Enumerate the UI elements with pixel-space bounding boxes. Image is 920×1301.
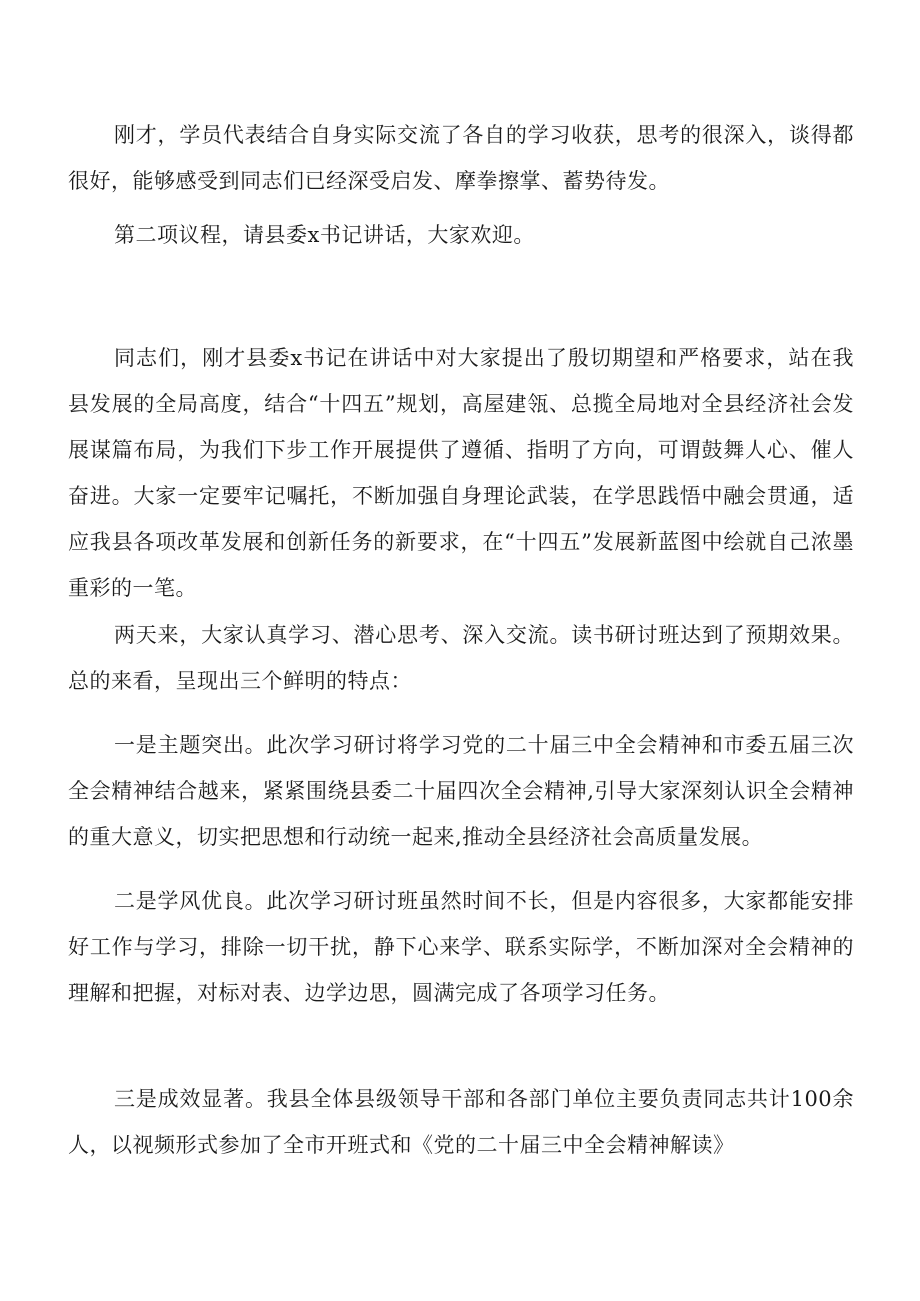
paragraph-feature-two: 二是学风优良。此次学习研讨班虽然时间不长，但是内容很多，大家都能安排好工作与学习，排除一切干扰，静下心来学、联系实际学，不断加深对全会精神的理解和把握，对标对表、边学边思，圆满完成了各项学习任务。 bbox=[68, 889, 854, 1005]
paragraph-feature-three: 三是成效显著。我县全体县级领导干部和各部门单位主要负责同志共计100余人，以视频形式参加了全市开班式和《党的二十届三中全会精神解读》 bbox=[68, 1087, 854, 1157]
paragraph-two-days-overview: 两天来，大家认真学习、潜心思考、深入交流。读书研讨班达到了预期效果。总的来看，呈现出三个鲜明的特点： bbox=[68, 623, 854, 693]
paragraph-study-reflections: 刚才，学员代表结合自身实际交流了各自的学习收获，思考的很深入，谈得都很好，能够感受到同志们已经深受启发、摩拳擦掌、蓄势待发。 bbox=[68, 123, 854, 193]
paragraph-secretary-speech-summary: 同志们，刚才县委x书记在讲话中对大家提出了殷切期望和严格要求，站在我县发展的全局高度，结合“十四五”规划，高屋建瓴、总揽全局地对全县经济社会发展谋篇布局，为我们下步工作开展提供了遵循、指明了方向，可谓鼓舞人心、催人奋进。大家一定要牢记嘱托，不断加强自身理论武装，在学思践悟中融会贯通，适应我县各项改革发展和创新任务的新要求，在“十四五”发展新蓝图中绘就自己浓墨重彩的一笔。 bbox=[68, 346, 854, 600]
paragraph-second-agenda-item: 第二项议程，请县委x书记讲话，大家欢迎。 bbox=[114, 223, 535, 247]
paragraph-feature-one: 一是主题突出。此次学习研讨将学习党的二十届三中全会精神和市委五届三次全会精神结合越来，紧紧围绕县委二十届四次全会精神,引导大家深刻认识全会精神的重大意义，切实把思想和行动统一起来,推动全县经济社会高质量发展。 bbox=[68, 733, 854, 849]
